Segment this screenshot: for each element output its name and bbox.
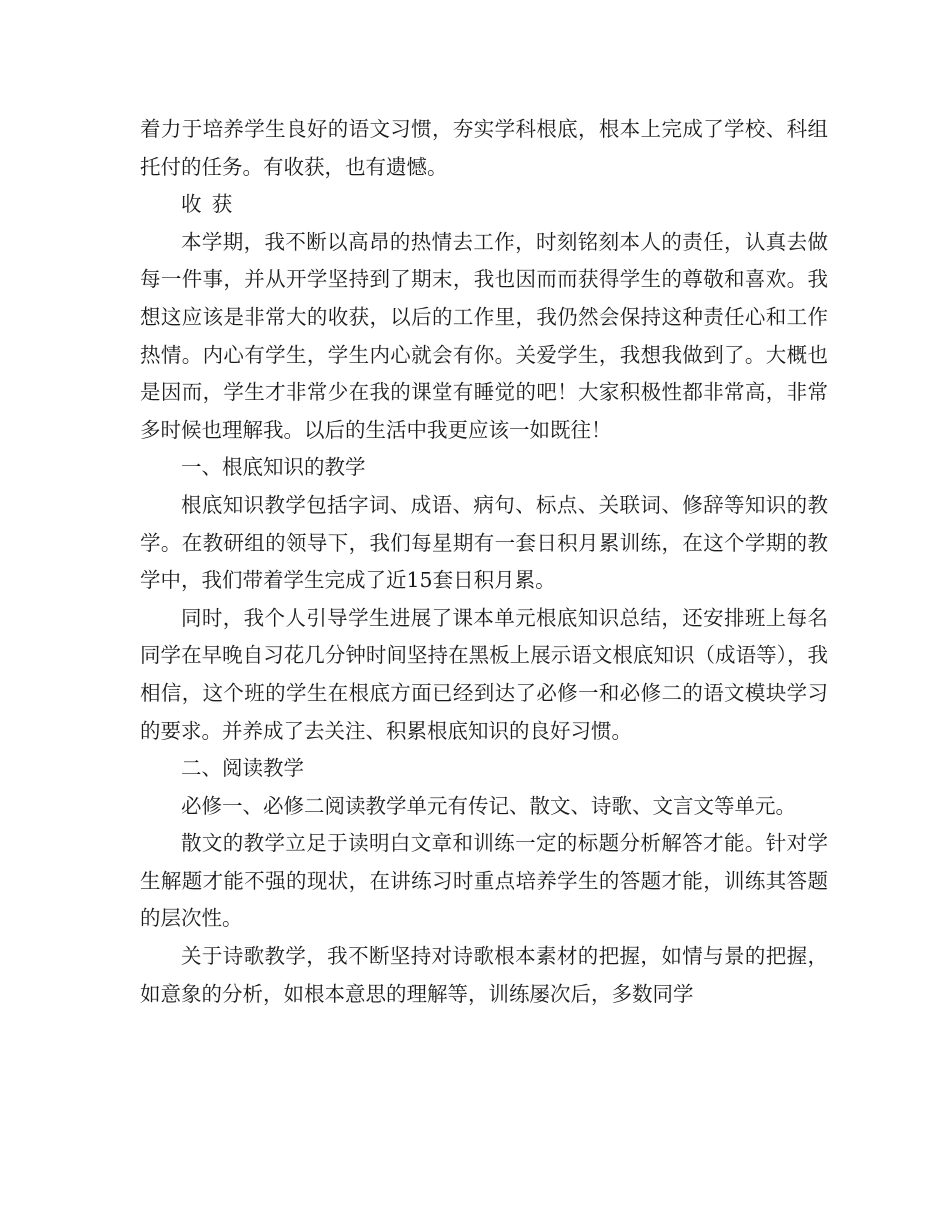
body-paragraph: 散文的教学立足于读明白文章和训练一定的标题分析解答才能。针对学生解题才能不强的现状，在讲练习时重点培养学生的答题才能，训练其答题的层次性。: [140, 831, 828, 931]
section-heading-harvest: 收获: [181, 192, 243, 217]
body-paragraph: 根底知识教学包括字词、成语、病句、标点、关联词、修辞等知识的教学。在教研组的领导下，我们每星期有一套日积月累训练，在这个学期的教学中，我们带着学生完成了近15套日积月累。: [140, 492, 828, 593]
document-page: [140, 111, 828, 1013]
body-paragraph: 本学期，我不断以高昂的热情去工作，时刻铭刻本人的责任，认真去做每一件事，并从开学坚持到了期末，我也因而而获得学生的尊敬和喜欢。我想这应该是非常大的收获，以后的工作里，我仍然会保持这种责任心和工作热情。内心有学生，学生内心就会有你。关爱学生，我想我做到了。大概也是因而，学生才非常少在我的课堂有睡觉的吧！大家积极性都非常高，非常多时候也理解我。以后的生活中我更应该一如既往！: [140, 229, 828, 442]
body-paragraph: 必修一、必修二阅读教学单元有传记、散文、诗歌、文言文等单元。: [181, 793, 796, 818]
section-heading-reading: 二、阅读教学: [181, 756, 304, 781]
body-paragraph: 关于诗歌教学，我不断坚持对诗歌根本素材的把握，如情与景的把握，如意象的分析，如根本意思的理解等，训练屡次后，多数同学: [140, 944, 828, 1006]
body-paragraph: 同时，我个人引导学生进展了课本单元根底知识总结，还安排班上每名同学在早晚自习花几分钟时间坚持在黑板上展示语文根底知识（成语等），我相信，这个班的学生在根底方面已经到达了必修一和必修二的语文模块学习的要求。并养成了去关注、积累根底知识的良好习惯。: [140, 605, 828, 743]
body-paragraph: 着力于培养学生良好的语文习惯，夯实学科根底，根本上完成了学校、科组托付的任务。有收获，也有遗憾。: [140, 117, 828, 179]
section-heading-basic-knowledge: 一、根底知识的教学: [181, 455, 366, 480]
